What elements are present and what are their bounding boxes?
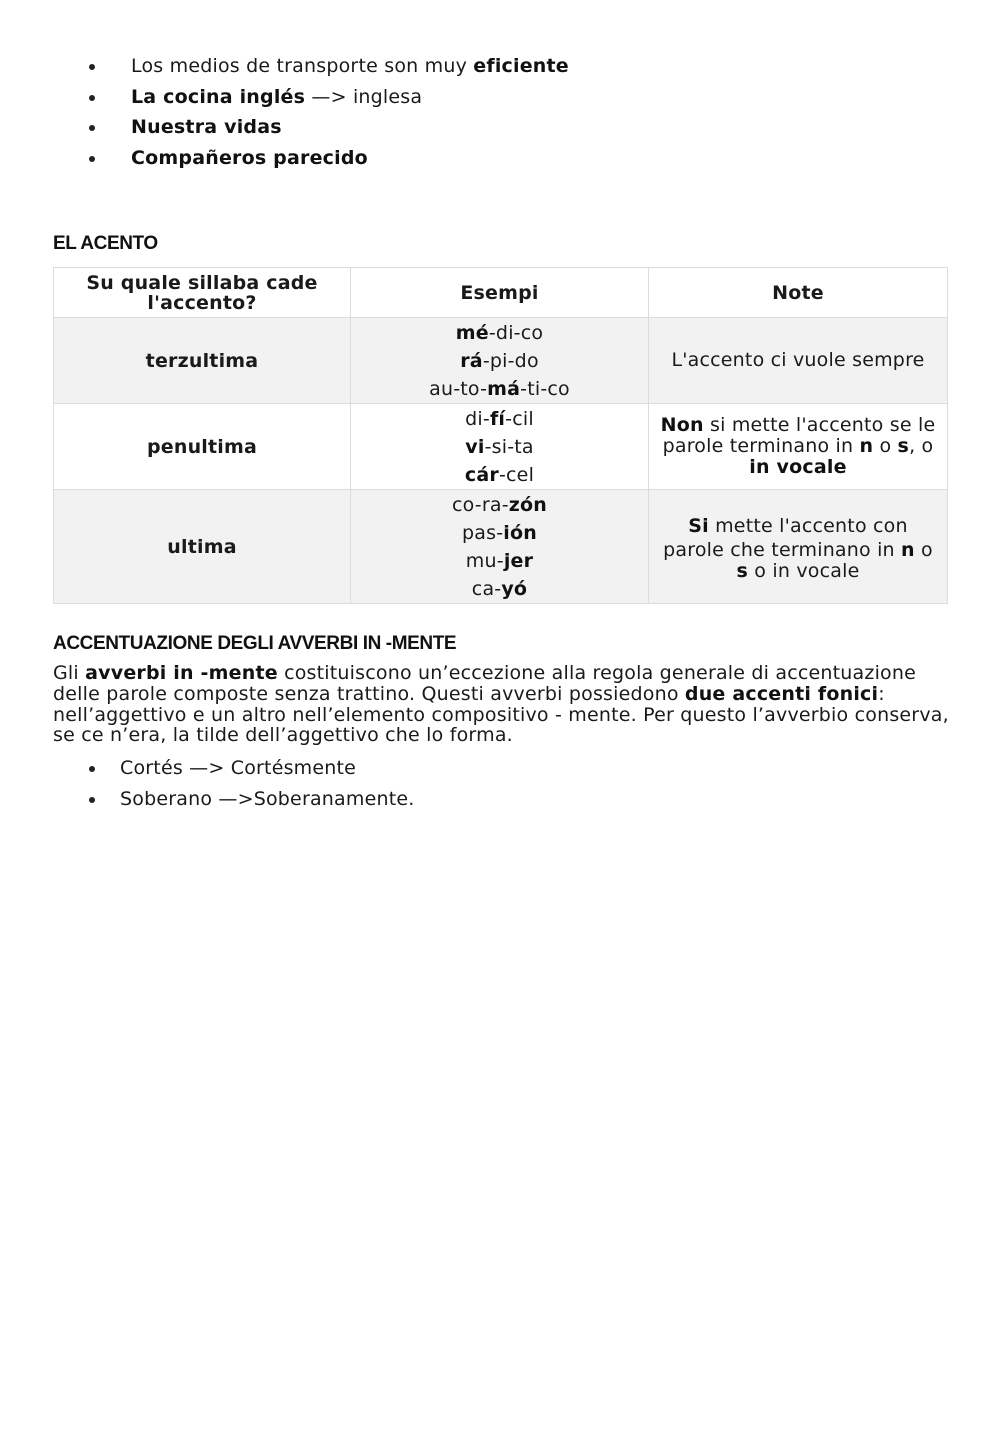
header-syllable: Su quale sillaba cade l'accento?	[54, 268, 351, 318]
list-item	[131, 113, 569, 144]
list-item	[131, 52, 569, 83]
list-item-bold: Nuestra vidas	[131, 116, 282, 138]
section-heading-acento: EL ACENTO	[53, 233, 158, 254]
example-word: co-ra-zón	[451, 493, 548, 516]
header-notes: Note	[649, 268, 948, 318]
examples-cell	[351, 490, 649, 604]
syllable-cell: ultima	[54, 490, 351, 604]
note-line: Si mette l'accento con	[688, 514, 908, 537]
list-item: Soberano —>Soberanamente.	[120, 785, 415, 816]
accent-table	[53, 267, 948, 604]
list-item-bold: Compañeros parecido	[131, 146, 368, 169]
example-word: mé-di-co	[455, 321, 544, 344]
note-cell: L'accento ci vuole sempre	[649, 318, 948, 404]
table-header-row	[54, 268, 948, 318]
syllable-cell: penultima	[54, 404, 351, 490]
header-examples: Esempi	[351, 268, 649, 318]
list-item-text: Los medios de transporte son muy	[131, 55, 474, 77]
example-word: di-fí-cil	[465, 407, 534, 430]
example-word: mu-jer	[465, 549, 534, 572]
error-correction-list	[131, 52, 569, 174]
table-row	[54, 490, 948, 604]
examples-cell	[351, 318, 649, 404]
example-word: pas-ión	[462, 521, 537, 544]
examples-cell	[351, 404, 649, 490]
example-word: ca-yó	[471, 577, 528, 600]
section-heading-mente: ACCENTUAZIONE DEGLI AVVERBI IN -MENTE	[53, 633, 457, 654]
example-word: rá-pi-do	[460, 349, 539, 372]
syllable-cell: terzultima	[54, 318, 351, 404]
list-item-text: —> inglesa	[305, 85, 423, 108]
note-cell	[649, 490, 948, 604]
adverb-examples-list	[120, 754, 415, 815]
list-item	[131, 83, 569, 114]
list-item: Cortés —> Cortésmente	[120, 754, 415, 785]
note-cell: Non si mette l'accento se le parole terminano in n o s, o in vocale	[649, 404, 948, 490]
table-row	[54, 318, 948, 404]
list-item-bold: eficiente	[473, 55, 569, 77]
example-word: au-to-má-ti-co	[429, 377, 570, 400]
note-line: parole che terminano in n o s o in vocale	[663, 538, 933, 582]
mente-paragraph: Gli avverbi in -mente costituiscono un’eccezione alla regola generale di accentuazione delle parole composte senza trattino. Questi avverbi possiedono due accenti fonici: nell’aggettivo e un altro nell’elemento compositivo - mente. Per questo l’avverbio conserva, se ce n’era, la tilde dell’aggettivo che lo forma.	[53, 662, 949, 747]
example-word: vi-si-ta	[465, 435, 534, 458]
example-word: cár-cel	[464, 463, 535, 486]
list-item	[131, 144, 569, 175]
list-item-bold: La cocina inglés	[131, 85, 306, 108]
table-row	[54, 404, 948, 490]
